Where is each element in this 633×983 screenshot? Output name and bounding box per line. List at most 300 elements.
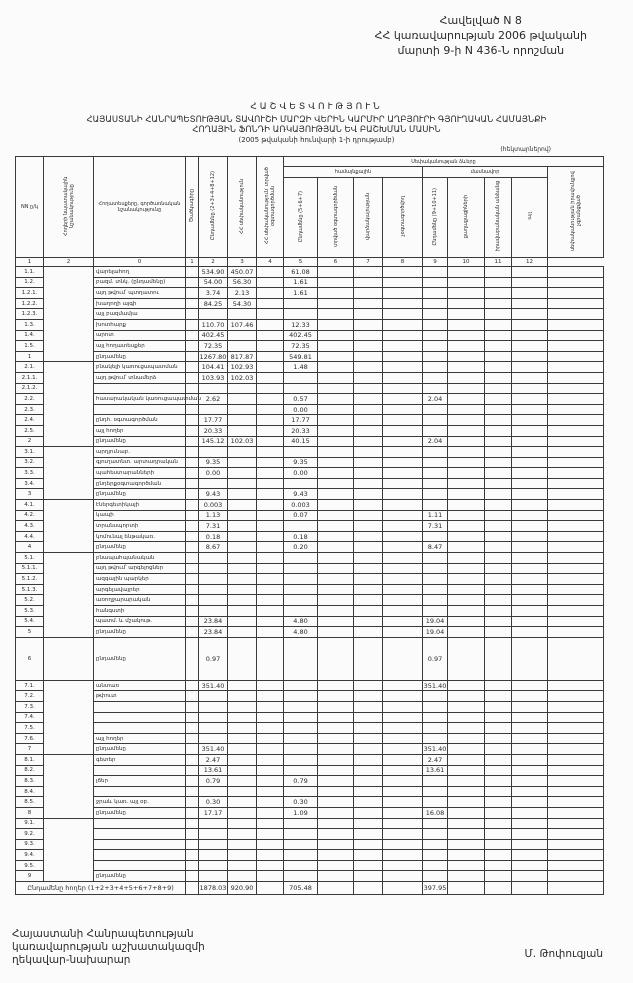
cell-col8: 2.04	[423, 394, 448, 405]
cell-col0	[186, 818, 199, 829]
cell-col12	[548, 680, 604, 691]
row-name: վարելահող	[94, 267, 186, 278]
cell-col0	[186, 500, 199, 511]
row-name	[94, 404, 186, 415]
table-row	[16, 871, 604, 882]
cell-col5	[318, 860, 354, 871]
table-row	[16, 478, 604, 489]
cell-col9	[448, 765, 485, 776]
cell-col1	[199, 871, 228, 882]
category-group-cell	[44, 680, 94, 754]
cell-col8	[423, 457, 448, 468]
cell-col2	[228, 521, 257, 532]
row-name	[94, 786, 186, 797]
cell-col4	[284, 584, 318, 595]
cell-col8	[423, 319, 448, 330]
cell-col10	[485, 637, 512, 680]
cell-col12	[548, 468, 604, 479]
row-name: լճեր	[94, 776, 186, 787]
cell-col9	[448, 309, 485, 320]
header-col2: ՀՀ սեփականություն	[228, 157, 257, 258]
cell-col1: 0.79	[199, 776, 228, 787]
row-name: ընդամենը	[94, 807, 186, 818]
row-number: 4	[16, 542, 44, 553]
cell-col5	[318, 457, 354, 468]
header-col9: քաղաքացիների	[448, 177, 485, 257]
row-number: 3.4.	[16, 478, 44, 489]
table-row	[16, 362, 604, 373]
cell-col11	[512, 351, 548, 362]
cell-col9	[448, 754, 485, 765]
cell-col8	[423, 712, 448, 723]
cell-col11	[512, 807, 548, 818]
cell-col5	[318, 489, 354, 500]
cell-col4: 4.80	[284, 616, 318, 627]
cell-col3	[257, 776, 284, 787]
cell-col2	[228, 701, 257, 712]
cell-col0	[186, 606, 199, 617]
cell-col9	[448, 267, 485, 278]
cell-col1: 23.84	[199, 627, 228, 638]
cell-col3	[257, 341, 284, 352]
cell-col9	[448, 584, 485, 595]
cell-col6	[354, 744, 383, 755]
table-row	[16, 394, 604, 405]
row-name: առողջարարական	[94, 595, 186, 606]
row-number: 2	[16, 436, 44, 447]
cell-col5	[318, 309, 354, 320]
cell-col11	[512, 701, 548, 712]
cell-col5	[318, 553, 354, 564]
cell-col7	[383, 584, 423, 595]
row-number: 1.2.1.	[16, 288, 44, 299]
cell-col1: 0.00	[199, 468, 228, 479]
cell-col11	[512, 468, 548, 479]
cell-col12	[548, 330, 604, 341]
cell-col10	[485, 680, 512, 691]
cell-col12	[548, 616, 604, 627]
cell-col9	[448, 288, 485, 299]
cell-col5	[318, 394, 354, 405]
cell-col7	[383, 616, 423, 627]
cell-col7	[383, 723, 423, 734]
header-group-a: համայնքային	[284, 167, 423, 178]
cell-col0	[186, 637, 199, 680]
document-title: ՀԱՇՎԵՏՎՈՒԹՅՈՒՆ	[250, 102, 383, 112]
cell-col11	[512, 531, 548, 542]
cell-col0	[186, 309, 199, 320]
row-name: բնապահպանական	[94, 553, 186, 564]
cell-col12	[548, 489, 604, 500]
cell-col4: 402.45	[284, 330, 318, 341]
cell-col5	[318, 786, 354, 797]
cell-col7	[383, 436, 423, 447]
cell-col11	[512, 637, 548, 680]
cell-col1: 2.47	[199, 754, 228, 765]
table-row	[16, 616, 604, 627]
row-number: 9.5.	[16, 860, 44, 871]
row-number: 1.2.	[16, 277, 44, 288]
row-name: բազմ. տնկ. (ընդամենը)	[94, 277, 186, 288]
cell-col2	[228, 542, 257, 553]
cell-col3	[257, 542, 284, 553]
cell-col9	[448, 404, 485, 415]
table-row	[16, 595, 604, 606]
category-group-cell	[44, 362, 94, 447]
cell-col9	[448, 457, 485, 468]
cell-col10	[485, 489, 512, 500]
appendix-line: մարտի 9-ի N 436-Ն որոշման	[397, 44, 565, 57]
cell-col7	[383, 733, 423, 744]
cell-col10	[485, 542, 512, 553]
table-row	[16, 860, 604, 871]
cell-col3	[257, 712, 284, 723]
row-name: այլ հողեր	[94, 425, 186, 436]
cell-col9	[448, 733, 485, 744]
cell-col7	[383, 510, 423, 521]
unit-label: (հեկտարներով)	[500, 146, 551, 153]
header-col3: ՀՀ սեփականություն՝ տրված օգտագործման	[257, 157, 284, 258]
cell-col7	[383, 606, 423, 617]
cell-col6	[354, 436, 383, 447]
cell-col6	[354, 415, 383, 426]
cell-col9	[448, 298, 485, 309]
cell-col7	[383, 521, 423, 532]
column-number: 2	[44, 258, 94, 267]
cell-col7	[383, 478, 423, 489]
cell-col8: 2.04	[423, 436, 448, 447]
cell-col10	[485, 510, 512, 521]
cell-col4: 0.00	[284, 468, 318, 479]
cell-col4	[284, 447, 318, 458]
cell-col3	[257, 616, 284, 627]
cell-col3	[257, 754, 284, 765]
cell-col3	[257, 839, 284, 850]
cell-col2	[228, 341, 257, 352]
cell-col3	[257, 531, 284, 542]
cell-col1	[199, 691, 228, 702]
cell-col12	[548, 309, 604, 320]
cell-col5	[318, 436, 354, 447]
cell-col12	[548, 839, 604, 850]
cell-col3	[257, 447, 284, 458]
cell-col7	[383, 447, 423, 458]
cell-col10	[485, 319, 512, 330]
table-row	[16, 415, 604, 426]
cell-col9	[448, 383, 485, 394]
cell-col9	[448, 818, 485, 829]
cell-col3	[257, 595, 284, 606]
column-number: 7	[354, 258, 383, 267]
cell-col6	[354, 574, 383, 585]
cell-col9	[448, 574, 485, 585]
cell-col0	[186, 489, 199, 500]
cell-col3	[257, 436, 284, 447]
cell-col10	[485, 298, 512, 309]
cell-col6	[354, 383, 383, 394]
cell-col5	[318, 425, 354, 436]
column-number: 1	[16, 258, 44, 267]
cell-col11	[512, 277, 548, 288]
table-row	[16, 309, 604, 320]
cell-col12	[548, 786, 604, 797]
cell-col0	[186, 712, 199, 723]
cell-col3	[257, 723, 284, 734]
cell-col11	[512, 616, 548, 627]
cell-col1	[199, 383, 228, 394]
cell-col9	[448, 468, 485, 479]
cell-col9	[448, 691, 485, 702]
category-group-cell	[44, 447, 94, 500]
cell-col4	[284, 606, 318, 617]
cell-col6	[354, 330, 383, 341]
cell-col6	[354, 765, 383, 776]
cell-col10	[485, 691, 512, 702]
cell-col6	[354, 850, 383, 861]
cell-col6	[354, 776, 383, 787]
cell-col6	[354, 871, 383, 882]
cell-col4: 72.35	[284, 341, 318, 352]
row-name	[94, 383, 186, 394]
cell-col11	[512, 744, 548, 755]
cell-col8	[423, 818, 448, 829]
cell-col4: 0.003	[284, 500, 318, 511]
cell-col1	[199, 829, 228, 840]
cell-col10	[485, 712, 512, 723]
cell-col4	[284, 298, 318, 309]
cell-col10	[485, 425, 512, 436]
cell-col12	[548, 531, 604, 542]
row-name	[94, 839, 186, 850]
cell-col0	[186, 871, 199, 882]
cell-col6	[354, 372, 383, 383]
table-row	[16, 436, 604, 447]
cell-col4: 1.61	[284, 288, 318, 299]
row-name: այլ հողեր	[94, 733, 186, 744]
cell-col9	[448, 829, 485, 840]
cell-col0	[186, 372, 199, 383]
cell-col7	[383, 839, 423, 850]
row-name	[94, 701, 186, 712]
cell-col9	[448, 563, 485, 574]
cell-col11	[512, 521, 548, 532]
cell-col5	[318, 680, 354, 691]
cell-col0	[186, 807, 199, 818]
cell-col2	[228, 616, 257, 627]
cell-col5	[318, 850, 354, 861]
cell-col12	[548, 754, 604, 765]
cell-col7	[383, 595, 423, 606]
cell-col12	[548, 447, 604, 458]
cell-col7	[383, 765, 423, 776]
cell-col10	[485, 309, 512, 320]
cell-col4	[284, 372, 318, 383]
cell-col5	[318, 584, 354, 595]
signatory-position	[12, 928, 205, 967]
cell-col6	[354, 860, 383, 871]
cell-col7	[383, 574, 423, 585]
cell-col6	[354, 510, 383, 521]
cell-col4: 0.07	[284, 510, 318, 521]
cell-col10	[485, 478, 512, 489]
cell-col9	[448, 637, 485, 680]
cell-col8	[423, 691, 448, 702]
header-col5: տրված օգտագործման	[318, 177, 354, 257]
cell-col8	[423, 871, 448, 882]
header-col7: չօգտագործվող	[383, 177, 423, 257]
row-number: 1.4.	[16, 330, 44, 341]
cell-col1: 104.41	[199, 362, 228, 373]
row-name: այդ թվում՝ արգելոցներ	[94, 563, 186, 574]
cell-col2: 2.13	[228, 288, 257, 299]
cell-col3	[257, 860, 284, 871]
cell-col11	[512, 298, 548, 309]
cell-col5	[318, 754, 354, 765]
cell-col6	[354, 267, 383, 278]
row-name: ընդամենը	[94, 744, 186, 755]
cell-col1: 9.35	[199, 457, 228, 468]
cell-col9	[448, 606, 485, 617]
cell-col3	[257, 574, 284, 585]
column-number: 12	[512, 258, 548, 267]
cell-col11	[512, 563, 548, 574]
cell-col0	[186, 510, 199, 521]
cell-col5	[318, 574, 354, 585]
cell-col1: 54.00	[199, 277, 228, 288]
row-name: հանգստի	[94, 606, 186, 617]
cell-col11	[512, 447, 548, 458]
cell-col12	[548, 871, 604, 882]
cell-col11	[512, 691, 548, 702]
cell-col11	[512, 478, 548, 489]
cell-col11	[512, 489, 548, 500]
cell-col11	[512, 404, 548, 415]
total-col6	[354, 882, 383, 895]
cell-col2	[228, 531, 257, 542]
category-group-cell	[44, 637, 94, 680]
cell-col8	[423, 341, 448, 352]
table-row	[16, 680, 604, 691]
cell-col8: 351.40	[423, 745, 447, 754]
cell-col4	[284, 712, 318, 723]
cell-col6	[354, 616, 383, 627]
row-number: 1	[16, 351, 44, 362]
cell-col5	[318, 797, 354, 808]
cell-col7	[383, 563, 423, 574]
cell-col9	[448, 712, 485, 723]
cell-col9	[448, 415, 485, 426]
cell-col12	[548, 478, 604, 489]
cell-col7	[383, 267, 423, 278]
cell-col0	[186, 860, 199, 871]
table-row	[16, 372, 604, 383]
cell-col3	[257, 871, 284, 882]
cell-col7	[383, 500, 423, 511]
position-line: կառավարության աշխատակազմի	[12, 941, 205, 953]
cell-col1	[199, 478, 228, 489]
cell-col1: 0.18	[199, 531, 228, 542]
row-number: 5.4.	[16, 616, 44, 627]
cell-col7	[383, 807, 423, 818]
cell-col3	[257, 351, 284, 362]
cell-col0	[186, 616, 199, 627]
cell-col10	[485, 616, 512, 627]
total-label: Ընդամենը հողեր (1+2+3+4+5+6+7+8+9)	[16, 882, 186, 895]
cell-col6	[354, 425, 383, 436]
cell-col7	[383, 744, 423, 755]
cell-col10	[485, 288, 512, 299]
cell-col5	[318, 330, 354, 341]
cell-col12	[548, 542, 604, 553]
cell-col0	[186, 765, 199, 776]
row-name	[94, 850, 186, 861]
table-row	[16, 542, 604, 553]
appendix-line: Հավելված N 8	[439, 14, 522, 27]
column-number: 9	[423, 258, 448, 267]
cell-col8	[423, 277, 448, 288]
row-name: արոտ	[94, 330, 186, 341]
cell-col5	[318, 712, 354, 723]
cell-col4	[284, 818, 318, 829]
cell-col10	[485, 372, 512, 383]
cell-col1: 402.45	[199, 330, 228, 341]
table-row	[16, 733, 604, 744]
row-name	[94, 723, 186, 734]
row-number: 1.5.	[16, 341, 44, 352]
cell-col6	[354, 319, 383, 330]
cell-col1: 351.40	[199, 744, 228, 755]
cell-col4	[284, 680, 318, 691]
cell-col9	[448, 319, 485, 330]
cell-col12	[548, 553, 604, 564]
cell-col9	[448, 680, 485, 691]
cell-col5	[318, 744, 354, 755]
cell-col3	[257, 680, 284, 691]
cell-col6	[354, 807, 383, 818]
cell-col12	[548, 733, 604, 744]
cell-col7	[383, 277, 423, 288]
table-row	[16, 744, 604, 755]
row-name: պատմ. և մշակութ.	[94, 616, 186, 627]
cell-col3	[257, 489, 284, 500]
cell-col4: 20.33	[284, 425, 318, 436]
cell-col4	[284, 563, 318, 574]
cell-col11	[512, 797, 548, 808]
cell-col7	[383, 288, 423, 299]
row-number: 8.3.	[16, 776, 44, 787]
cell-col1	[199, 563, 228, 574]
cell-col4	[284, 574, 318, 585]
cell-col7	[383, 786, 423, 797]
table-row	[16, 404, 604, 415]
cell-col6	[354, 521, 383, 532]
row-number: 5.1.1.	[16, 563, 44, 574]
table-row	[16, 383, 604, 394]
row-name: արդյունաբ.	[94, 447, 186, 458]
cell-col8	[423, 584, 448, 595]
cell-col7	[383, 637, 423, 680]
cell-col7	[383, 330, 423, 341]
cell-col9	[448, 542, 485, 553]
cell-col0	[186, 330, 199, 341]
cell-col4	[284, 786, 318, 797]
cell-col11	[512, 542, 548, 553]
cell-col4	[284, 309, 318, 320]
cell-col7	[383, 362, 423, 373]
cell-col0	[186, 341, 199, 352]
column-number: 6	[318, 258, 354, 267]
cell-col6	[354, 309, 383, 320]
